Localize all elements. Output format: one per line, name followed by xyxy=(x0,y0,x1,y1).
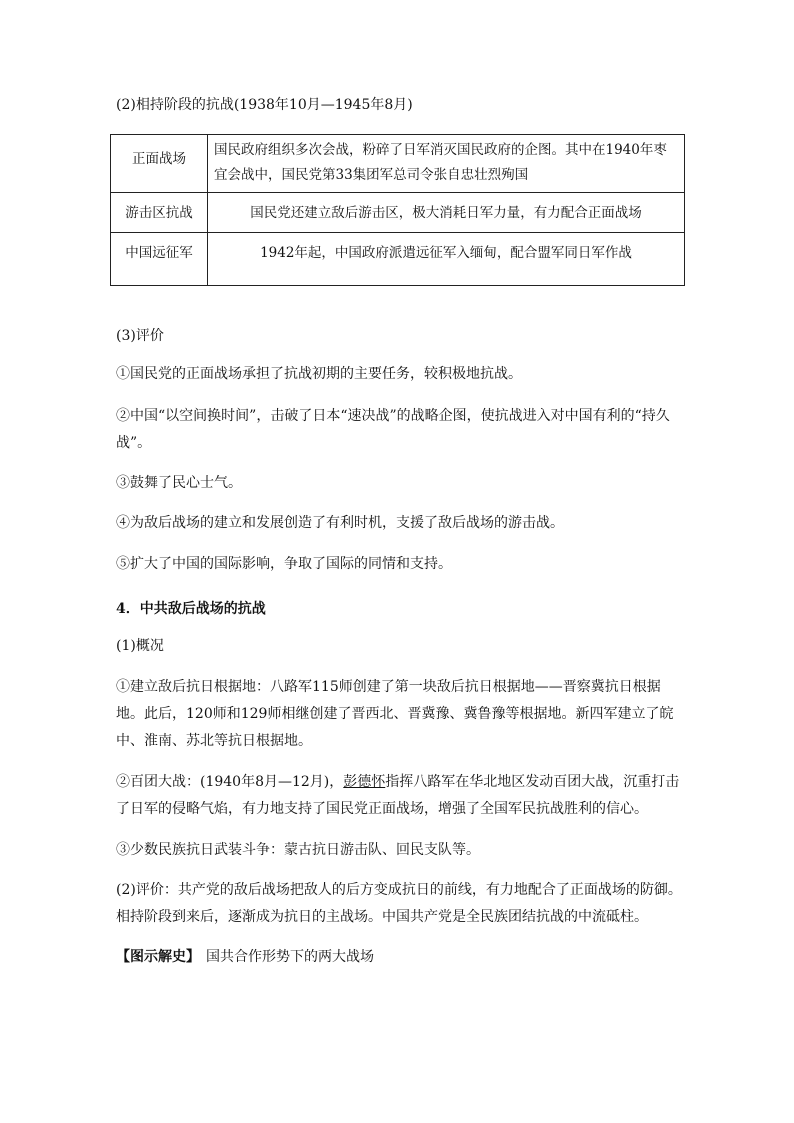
person-name: 彭德怀 xyxy=(343,774,386,790)
section-4-title: 4．中共敌后战场的抗战 xyxy=(116,601,266,617)
stage-table xyxy=(110,134,685,286)
row-label: 中国远征军 xyxy=(111,233,208,286)
overview-title: (1)概况 xyxy=(116,638,164,654)
diagram-heading-bracket: 【图示解史】 xyxy=(116,949,200,965)
communist-evaluation: (2)评价：共产党的敌后战场把敌人的后方变成抗日的前线，有力地配合了正面战场的防御。相持阶段到来后，逐渐成为抗日的主战场。中国共产党是全民族团结抗战的中流砥柱。 xyxy=(116,882,682,925)
evaluation-item: ④为敌后战场的建立和发展创造了有利时机，支援了敌后战场的游击战。 xyxy=(116,515,564,531)
item-prefix: ②百团大战：(1940年8月—12月)， xyxy=(116,774,344,790)
item-suffix: 指挥八路军在华北地区发动百团大战，沉重打击了日军的侵略气焰，有力地支持了国民党正面战场，增强了全国军民抗战胜利的信心。 xyxy=(116,774,680,817)
row-text: 1942年起，中国政府派遣远征军入缅甸，配合盟军同日军作战 xyxy=(208,233,685,286)
overview-item xyxy=(116,769,686,823)
diagram-heading xyxy=(116,944,686,971)
section-2-title: (2)相持阶段的抗战(1938年10月—1945年8月) xyxy=(116,97,413,113)
diagram-heading-text: 国共合作形势下的两大战场 xyxy=(206,949,374,965)
row-text: 国民政府组织多次会战，粉碎了日军消灭国民政府的企图。其中在1940年枣宜会战中，国民党第33集团军总司令张自忠壮烈殉国 xyxy=(208,135,685,193)
overview-item: ①建立敌后抗日根据地：八路军115师创建了第一块敌后抗日根据地——晋察冀抗日根据地。此后，120师和129师相继创建了晋西北、晋冀豫、冀鲁豫等根据地。新四军建立了皖中、淮南、苏北等抗日根据地。 xyxy=(116,679,674,749)
overview-item: ③少数民族抗日武装斗争：蒙古抗日游击队、回民支队等。 xyxy=(116,842,480,858)
row-label: 正面战场 xyxy=(111,135,208,193)
evaluation-item: ①国民党的正面战场承担了抗战初期的主要任务，较积极地抗战。 xyxy=(116,366,522,382)
evaluation-item: ②中国“以空间换时间”，击破了日本“速决战”的战略企图，使抗战进入对中国有利的“持久战”。 xyxy=(116,408,670,451)
evaluation-item: ⑤扩大了中国的国际影响，争取了国际的同情和支持。 xyxy=(116,556,452,572)
evaluation-item: ③鼓舞了民心士气。 xyxy=(116,475,242,491)
row-label: 游击区抗战 xyxy=(111,193,208,233)
row-text: 国民党还建立敌后游击区，极大消耗日军力量，有力配合正面战场 xyxy=(208,193,685,233)
table-row xyxy=(111,193,685,233)
table-row xyxy=(111,135,685,193)
section-3-title: (3)评价 xyxy=(116,328,164,344)
table-row xyxy=(111,233,685,286)
